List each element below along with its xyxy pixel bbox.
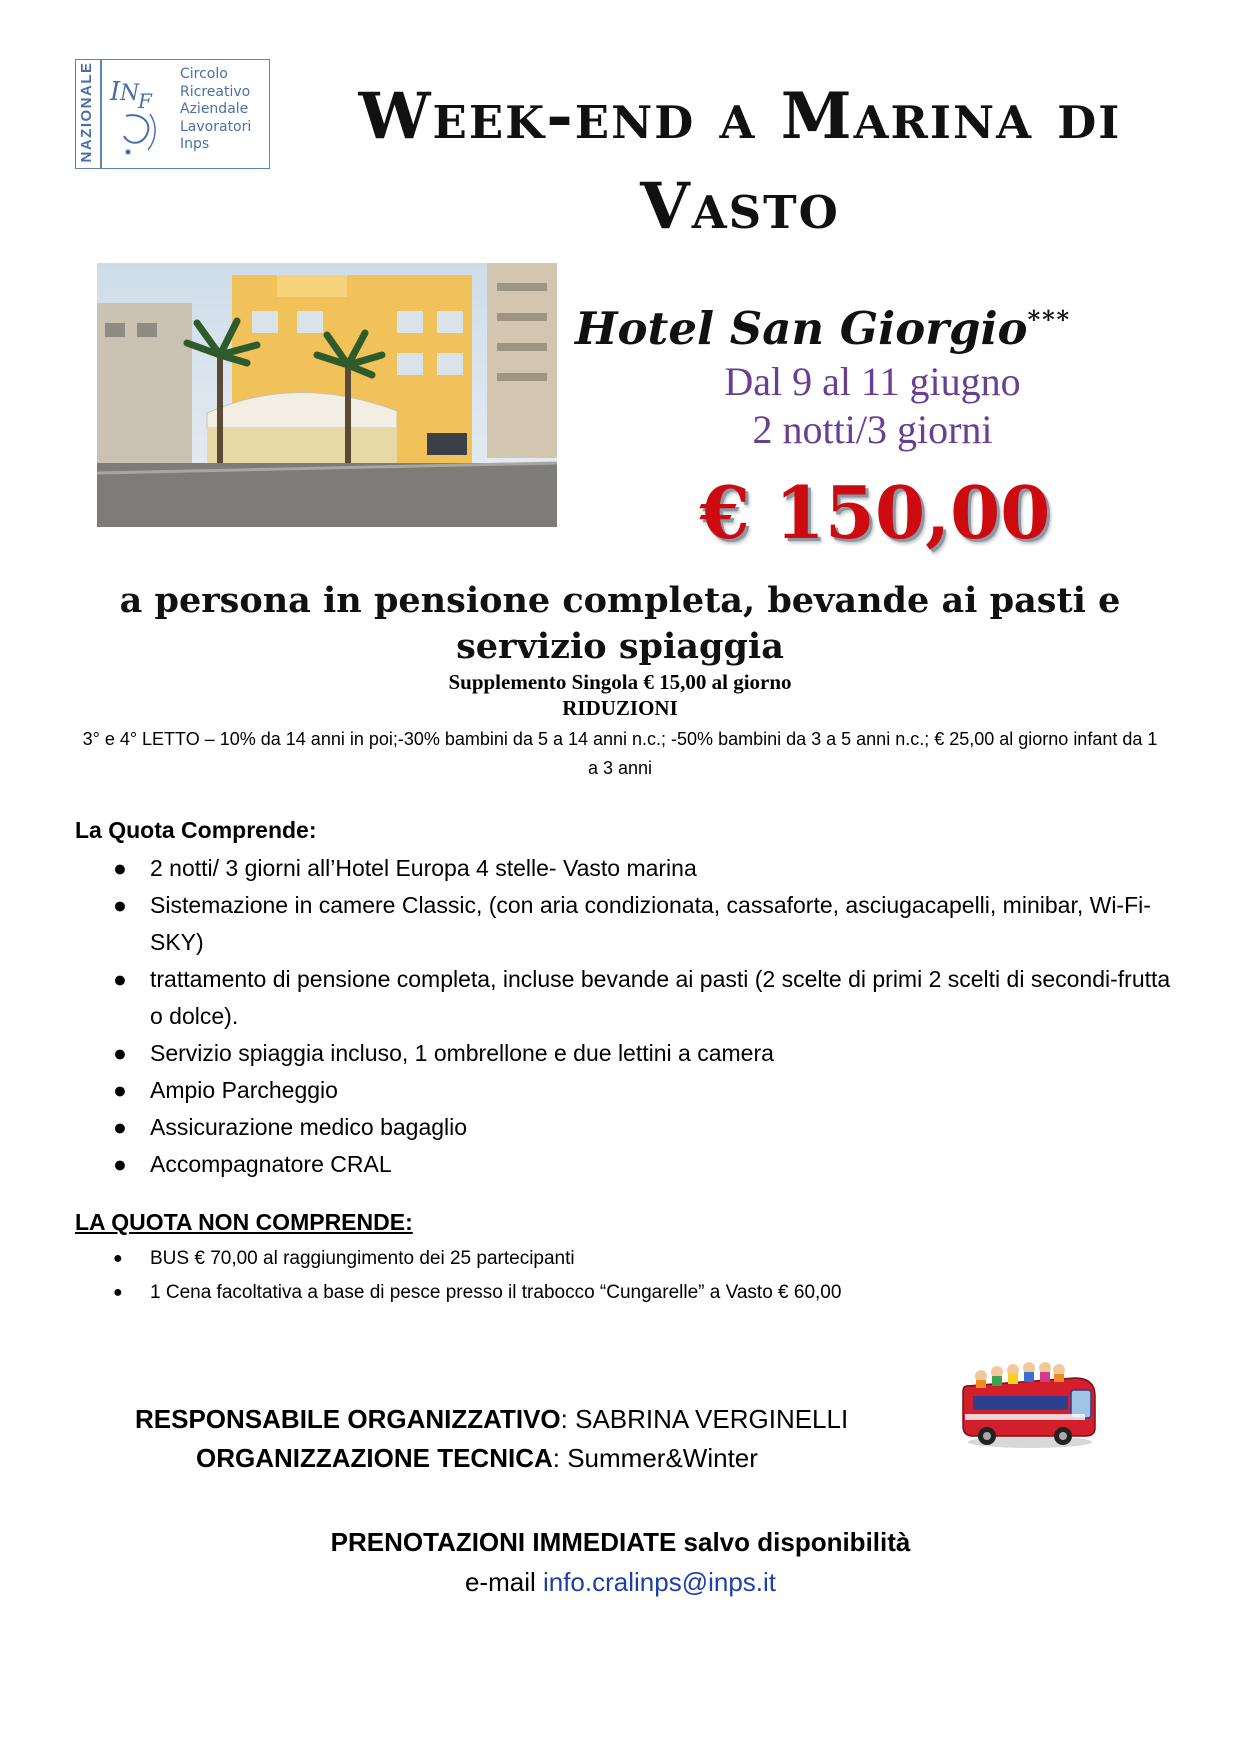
responsabile-label: RESPONSABILE ORGANIZZATIVO [135,1404,561,1434]
hotel-photo [97,263,557,527]
list-item-text: Ampio Parcheggio [150,1077,338,1103]
list-item [113,1072,1173,1109]
list-item [113,850,1173,887]
organizzazione-line [196,1441,758,1475]
email-line [0,1565,1241,1599]
bullet-icon: ● [113,1250,123,1267]
organizzazione-label: ORGANIZZAZIONE TECNICA [196,1443,553,1473]
prenotazioni-text: PRENOTAZIONI IMMEDIATE salvo disponibilità [330,1527,911,1557]
logo-line: Ricreativo [180,83,251,100]
logo-line: Inps [180,136,210,152]
hotel-dates [620,358,1125,454]
list-item [113,1146,1173,1183]
list-item-text: Servizio spiaggia incluso, 1 ombrellone e due lettini a camera [150,1040,774,1066]
hotel-stars: *** [1027,305,1072,334]
svg-text:F: F [138,89,152,113]
prenotazioni-line [0,1525,1241,1559]
non-comprende-heading: LA QUOTA NON COMPRENDE: [75,1209,413,1235]
logo-vertical-text: NAZIONALE [78,61,95,163]
logo-line: Aziendale [180,101,249,117]
bullet-icon: ● [113,966,127,992]
organizzazione-value: : Summer&Winter [552,1443,758,1473]
list-item [113,887,1173,961]
page-title: Week-end a Marina di Vasto [358,79,1122,244]
list-item-text: Assicurazione medico bagaglio [150,1114,468,1140]
duration-text: 2 notti/3 giorni [752,407,993,452]
bullet-icon: ● [113,1151,127,1177]
logo-divider [100,60,102,168]
bullet-icon: ● [113,892,127,918]
list-item [113,1109,1173,1146]
list-item [113,961,1173,1035]
bullet-icon: ● [113,855,127,881]
list-item [113,1276,1173,1310]
logo-text [180,66,251,154]
logo-line: Circolo [180,66,228,82]
supplement-text: Supplemento Singola € 15,00 al giorno [448,670,792,694]
svg-text:I: I [110,77,121,107]
riduzioni-text: 3° e 4° LETTO – 10% da 14 anni in poi;-30% bambini da 5 a 14 anni n.c.; -50% bambini da 3 a 5 anni n.c.; € 25,00 al giorno infant da 1 a 3 anni [82,729,1158,778]
comprende-list [113,850,1173,1183]
tour-bus-icon [955,1356,1100,1451]
bullet-icon: ● [113,1040,127,1066]
hotel-name-text: Hotel San Giorgio [575,302,1028,355]
list-item [113,1242,1173,1276]
comprende-heading: La Quota Comprende: [75,817,317,843]
responsabile-line [135,1402,848,1436]
list-item-text: Accompagnatore CRAL [150,1151,392,1177]
email-link[interactable]: info.cralinps@inps.it [542,1567,777,1597]
list-item-text: Sistemazione in camere Classic, (con aria condizionata, cassaforte, asciugacapelli, minibar, Wi-Fi-SKY) [150,892,1151,955]
responsabile-value: : SABRINA VERGINELLI [560,1404,849,1434]
email-label: e-mail [464,1567,543,1597]
logo-mark-icon [106,66,166,162]
tagline: a persona in pensione completa, bevande ai pasti e servizio spiaggia [119,580,1121,667]
cral-logo [75,59,270,169]
list-item-text: trattamento di pensione completa, incluse bevande ai pasti (2 scelte di primi 2 scelti di secondi-frutta o dolce). [150,966,1171,1029]
svg-text:N: N [120,81,140,106]
non-comprende-list [113,1242,1173,1310]
list-item [113,1035,1173,1072]
riduzioni-title: RIDUZIONI [562,696,678,720]
bullet-icon: ● [113,1114,127,1140]
bullet-icon: ● [113,1077,127,1103]
price: € 150,00 [699,470,1051,555]
bullet-icon: ● [113,1284,123,1301]
list-item-text: 2 notti/ 3 giorni all’Hotel Europa 4 stelle- Vasto marina [150,855,697,881]
hotel-name [575,292,1165,357]
list-item-text: BUS € 70,00 al raggiungimento dei 25 partecipanti [150,1248,575,1269]
logo-line: Lavoratori [180,118,252,135]
dates-text: Dal 9 al 11 giugno [724,359,1021,404]
list-item-text: 1 Cena facoltativa a base di pesce presso il trabocco “Cungarelle” a Vasto € 60,00 [150,1282,842,1303]
